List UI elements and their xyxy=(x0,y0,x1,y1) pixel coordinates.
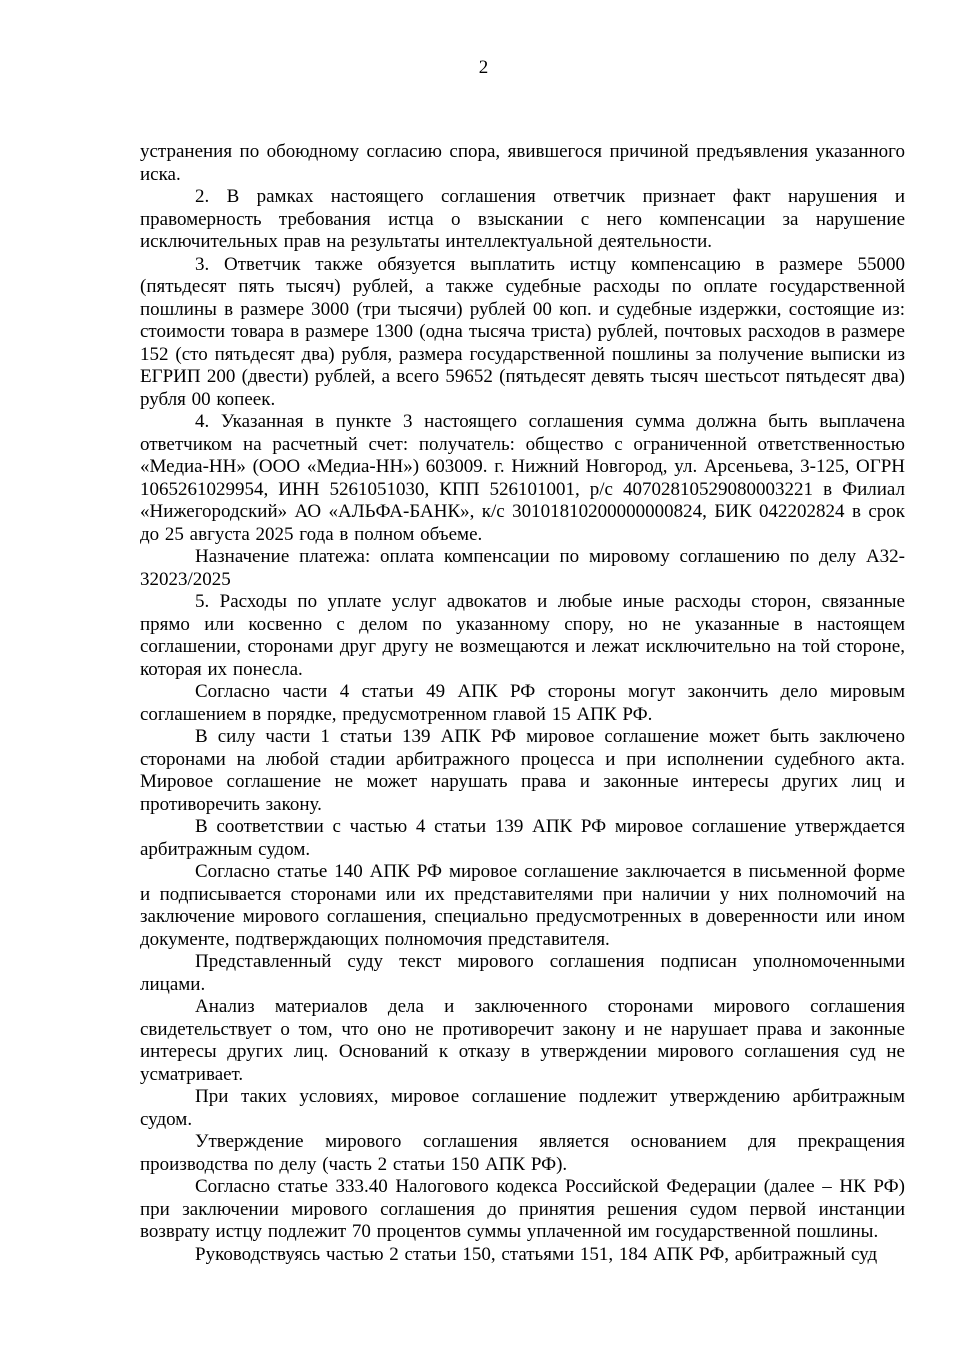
paragraph: Назначение платежа: оплата компенсации по мировому соглашению по делу А32-32023/2025 xyxy=(140,546,905,590)
paragraph: 4. Указанная в пункте 3 настоящего соглашения сумма должна быть выплачена ответчиком на расчетный счет: получатель: общество с ограниченной ответственностью «Медиа-НН» (ООО «Медиа-НН») 603009. г. Нижний Новгород, ул. Арсеньева, 3-125, ОГРН 1065261029954, ИНН 5261051030, КПП 526101001, р/с 40702810529080003221 в Филиал «Нижегородский» АО «АЛЬФА-БАНК», к/с 30101810200000000824, БИК 042202824 в срок до 25 августа 2025 года в полном объеме. xyxy=(140,411,905,545)
paragraph: Утверждение мирового соглашения является основанием для прекращения производства по делу (часть 2 статьи 150 АПК РФ). xyxy=(140,1131,905,1175)
paragraph: В соответствии с частью 4 статьи 139 АПК РФ мировое соглашение утверждается арбитражным судом. xyxy=(140,816,905,860)
paragraph: устранения по обоюдному согласию спора, явившегося причиной предъявления указанного иска. xyxy=(140,141,905,185)
paragraph: Руководствуясь частью 2 статьи 150, статьями 151, 184 АПК РФ, арбитражный суд xyxy=(195,1243,878,1265)
paragraph: При таких условиях, мировое соглашение подлежит утверждению арбитражным судом. xyxy=(140,1086,905,1130)
paragraph: 2. В рамках настоящего соглашения ответчик признает факт нарушения и правомерность требования истца о взыскании с него компенсации за нарушение исключительных прав на результаты интеллектуальной деятельности. xyxy=(140,186,905,252)
paragraph: Согласно части 4 статьи 49 АПК РФ стороны могут закончить дело мировым соглашением в порядке, предусмотренном главой 15 АПК РФ. xyxy=(140,681,905,725)
paragraph: 3. Ответчик также обязуется выплатить истцу компенсацию в размере 55000 (пятьдесят пять тысяч) рублей, а также судебные расходы по оплате государственной пошлины в размере 3000 (три тысячи) рублей 00 коп. и судебные издержки, состоящие из: стоимости товара в размере 1300 (одна тысяча триста) рублей, почтовых расходов в размере 152 (сто пятьдесят два) рубля, размера государственной пошлины за получение выписки из ЕГРИП 200 (двести) рублей, а всего 59652 (пятьдесят девять тысяч шестьсот пятьдесят два) рубля 00 копеек. xyxy=(140,253,905,410)
paragraph: 5. Расходы по уплате услуг адвокатов и любые иные расходы сторон, связанные прямо или косвенно с делом по указанному спору, но не указанные в настоящем соглашении, сторонами друг другу не возмещаются и лежат исключительно на той стороне, которая их понесла. xyxy=(140,591,905,680)
document-body xyxy=(140,141,905,1266)
paragraph: Согласно статье 140 АПК РФ мировое соглашение заключается в письменной форме и подписывается сторонами или их представителями при наличии у них полномочий на заключение мирового соглашения, специально предусмотренных в доверенности или ином документе, подтверждающих полномочия представителя. xyxy=(140,861,905,950)
paragraph: Согласно статье 333.40 Налогового кодекса Российской Федерации (далее – НК РФ) при заключении мирового соглашения до принятия решения судом первой инстанции возврату истцу подлежит 70 процентов суммы уплаченной им государственной пошлины. xyxy=(140,1176,905,1242)
paragraph: В силу части 1 статьи 139 АПК РФ мировое соглашение может быть заключено сторонами на любой стадии арбитражного процесса и при исполнении судебного акта. Мировое соглашение не может нарушать права и законные интересы других лиц и противоречить закону. xyxy=(140,726,905,815)
paragraph: Анализ материалов дела и заключенного сторонами мирового соглашения свидетельствует о том, что оно не противоречит закону и не нарушает права и законные интересы других лиц. Оснований к отказу в утверждении мирового соглашения суд не усматривает. xyxy=(140,996,905,1085)
paragraph: Представленный суду текст мирового соглашения подписан уполномоченными лицами. xyxy=(140,951,905,995)
page-number: 2 xyxy=(478,57,489,78)
